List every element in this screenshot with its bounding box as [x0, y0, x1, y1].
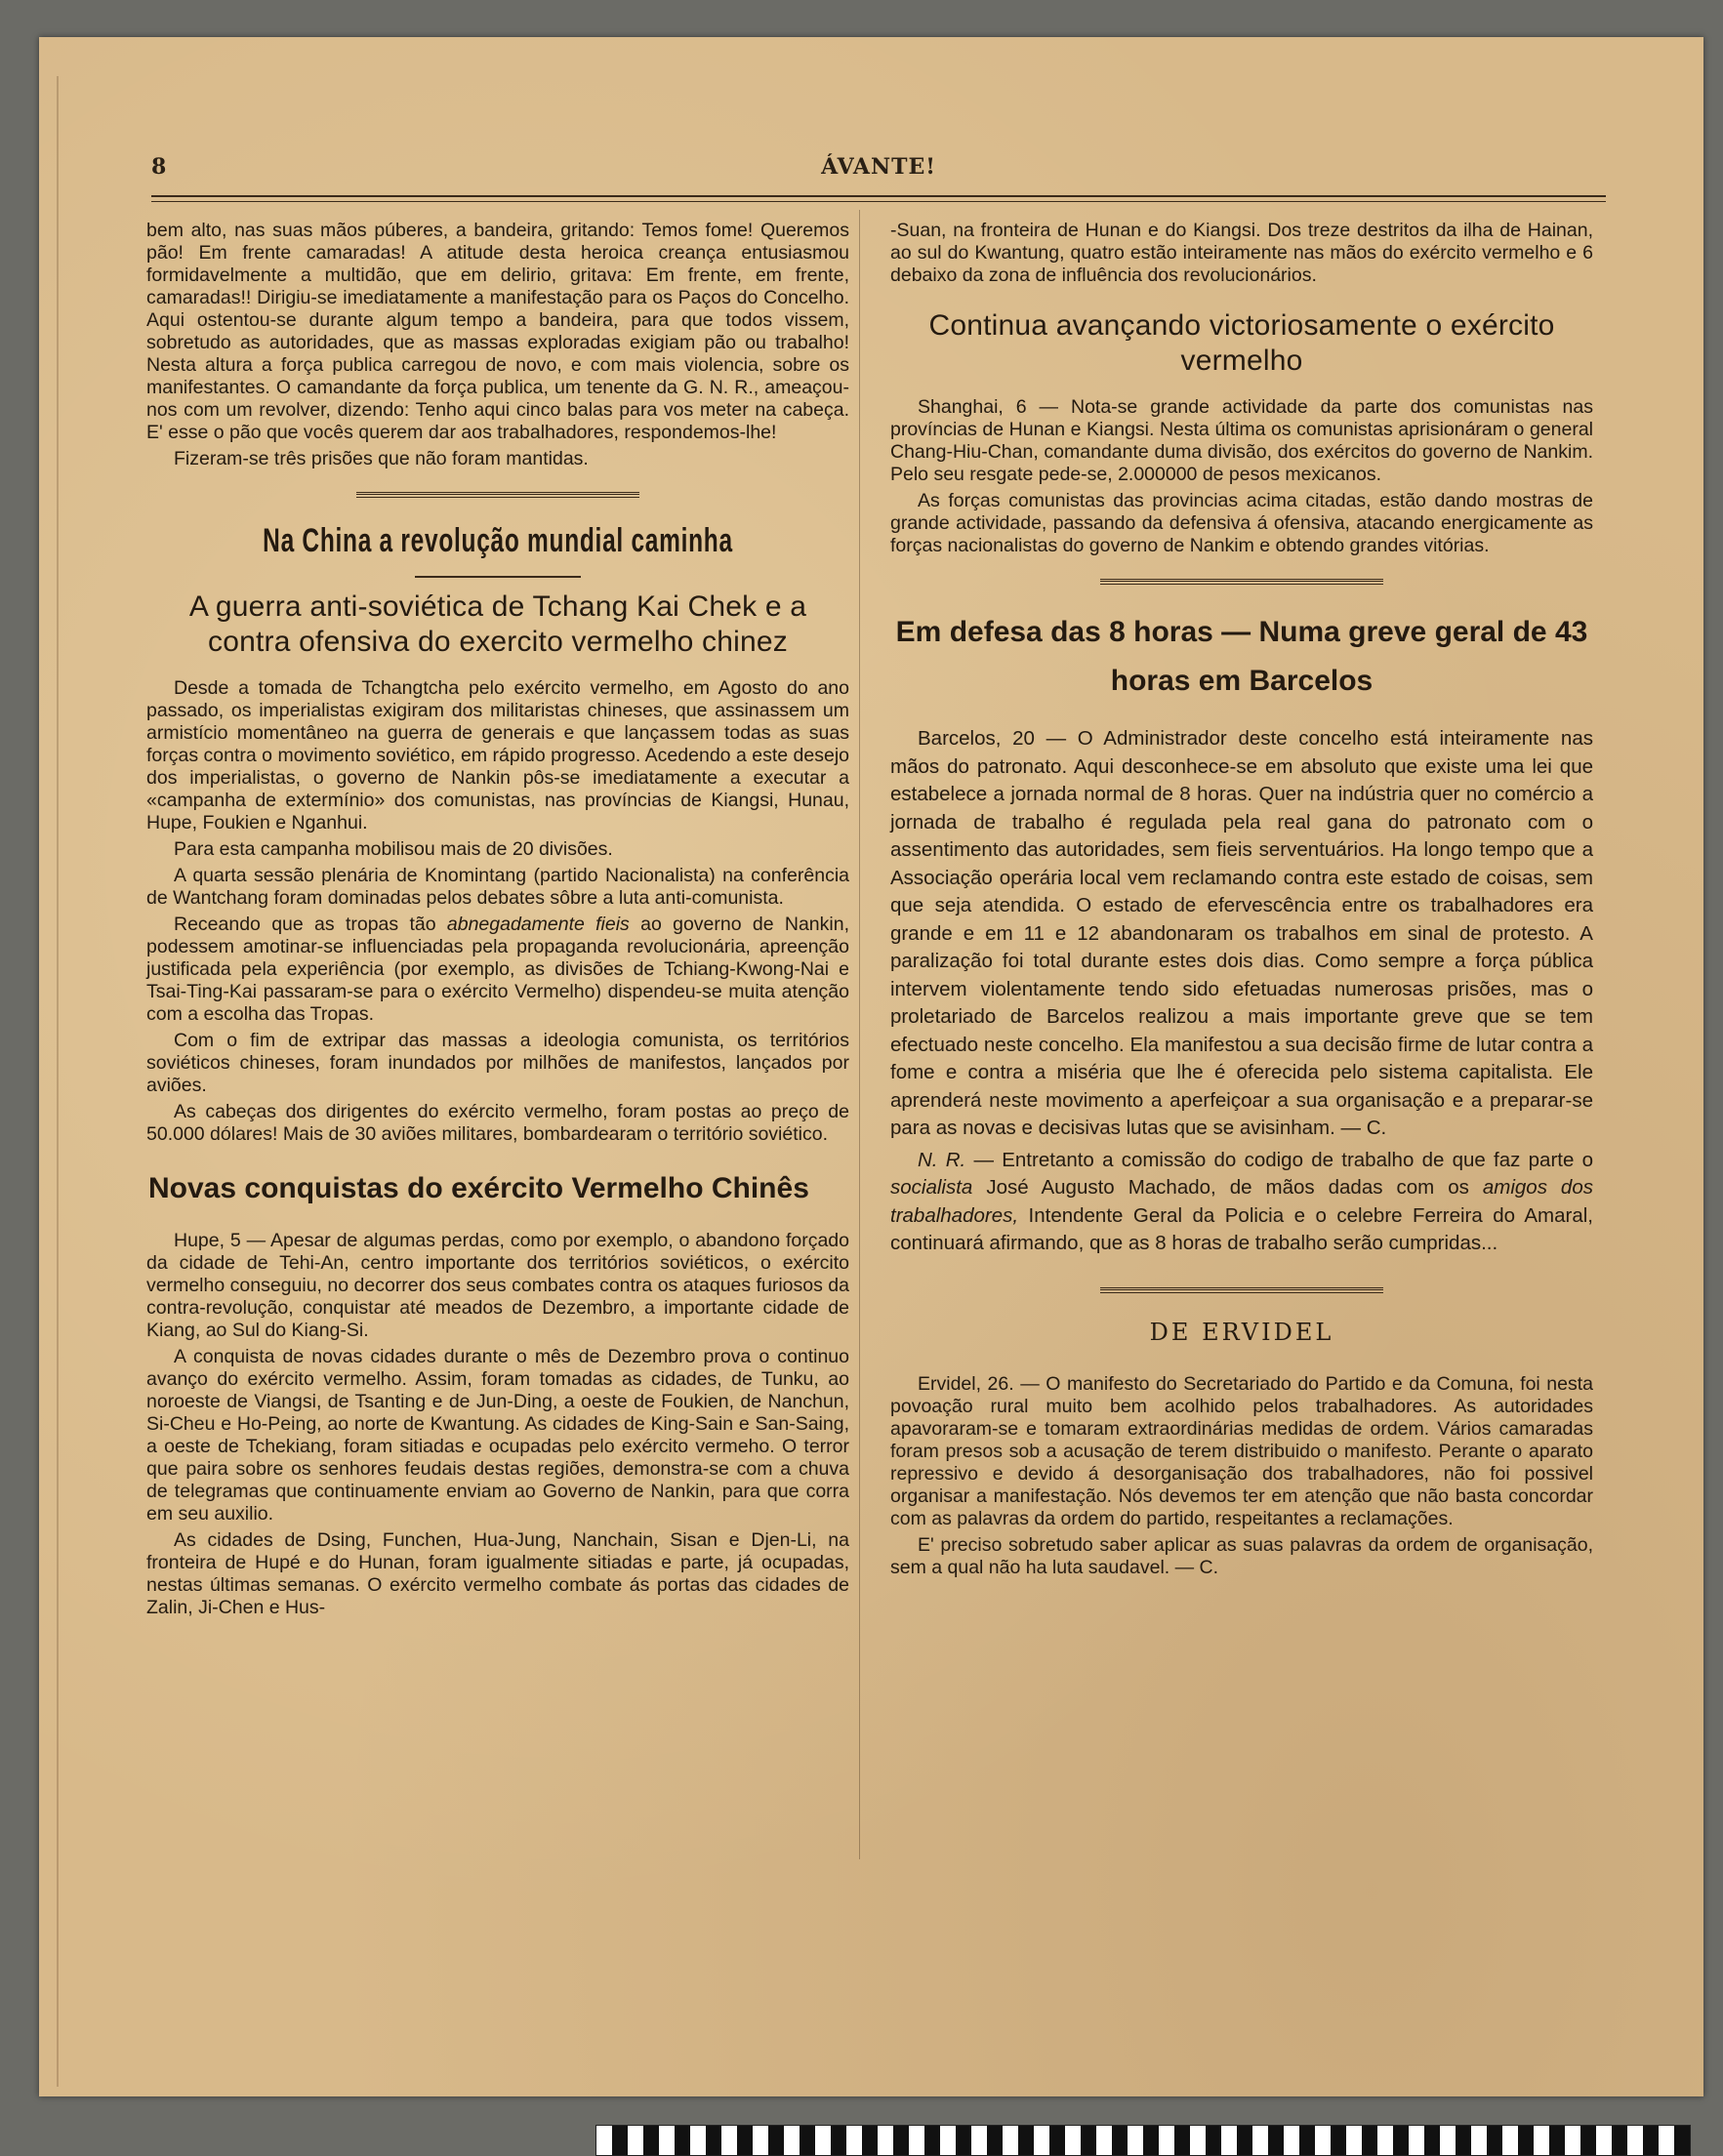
article-paragraph: Para esta campanha mobilisou mais de 20 divisões.: [174, 838, 613, 860]
text-run: Receando que as tropas tão: [174, 914, 436, 935]
article-paragraph: As cidades de Dsing, Funchen, Hua-Jung, Nanchain, Sisan e Djen-Li, na fronteira de Hupé e do Hunan, foram igualmente sitiadas e parte, já ocupadas, nestas últimas semanas. O exército vermelho combate ás portas das cidades de Zalin, Ji-Chen e Hus-: [146, 1529, 849, 1618]
article-paragraph: E' preciso sobretudo saber aplicar as suas palavras da ordem de organisação, sem a qual não ha luta saudavel. — C.: [890, 1533, 1593, 1578]
column-divider: [859, 210, 860, 1859]
article-paragraph: Com o fim de extripar das massas a ideologia comunista, os territórios soviéticos chineses, foram inundados por milhões de manifestos, lançados por aviões.: [146, 1030, 849, 1096]
china-subhead: A guerra anti-soviética de Tchang Kai Chek e a contra ofensiva do exercito vermelho chinez: [188, 590, 807, 658]
article-paragraph: As cabeças dos dirigentes do exército vermelho, foram postas ao preço de 50.000 dólares! Mais de 30 aviões militares, bombardearam o território soviético.: [146, 1101, 849, 1145]
section-divider: [1100, 1287, 1383, 1293]
page-fold: [57, 76, 59, 2087]
article-paragraph: As forças comunistas das provincias acima citadas, estão dando mostras de grande actividade, passando da defensiva á ofensiva, atacando energicamente as forças nacionalistas do governo de Nankim e obtendo grandes vitórias.: [890, 490, 1593, 556]
novas-subhead: Novas conquistas do exército Vermelho Chinês: [148, 1172, 809, 1204]
article-paragraph: -Suan, na fronteira de Hunan e do Kiangsi. Dos treze destritos da ilha de Hainan, ao sul do Kwantung, quatro estão inteiramente nas mãos do exército vermelho e 6 debaixo da zona de influência dos revolucionários.: [890, 220, 1593, 286]
article-paragraph: Ervidel, 26. — O manifesto do Secretariado do Partido e da Comuna, foi nesta povoação rural muito bem acolhido pelos trabalhadores. As autoridades apavoraram-se e tomaram extraordinárias medidas de ordem. Vários camaradas foram presos sob a acusação de terem distribuido o manifesto. Perante o aparato repressivo e devido á desorganisação dos trabalhadores, não foi possivel organisar a manifestação. Nós devemos ter em atenção que não basta concordar com as palavras da ordem do partido, respeitantes a reclamações.: [890, 1372, 1593, 1529]
italic-phrase: amigos dos trabalhadores,: [890, 1176, 1593, 1227]
barcelos-headline-wrap: [890, 608, 1593, 706]
header-rule-thin: [151, 201, 1606, 202]
china-headline-wrap: [146, 519, 849, 562]
ervidel-title: DE ERVIDEL: [1149, 1318, 1334, 1346]
italic-phrase: abnegadamente fieis: [446, 914, 630, 935]
article-paragraph: Barcelos, 20 — O Administrador deste concelho está inteiramente nas mãos do patronato. Aqui desconhece-se em absoluto que existe uma lei que estabelece a jornada normal de 8 horas. Quer na indústria quer no comércio a jornada de trabalho é regulada pela real gana do patronato com o assentimento das autoridades, sem fieis serventuários. Ha longo tempo que a Associação operária local vem reclamando contra este estado de coisas, sem que seja atendida. O estado de efervescência entre os trabalhadores era grande e em 11 e 12 abandonaram os trabalhos em sinal de protesto. A paralização foi total durante estes dois dias. Como sempre a força pública intervem violentamente tendo sido efetuadas numerosas prisões, mas o proletariado de Barcelos realizou a mais importante greve que se tem efectuado neste concelho. Ela manifestou a sua decisão firme de lutar contra a fome e contra a miséria que lhe é oferecida pelo sistema capitalista. Ele aprenderá neste movimento a aperfeiçoar a sua organisação e a preparar-se para as novas e decisivas lutas que se avisinham. — C.: [890, 727, 1593, 1139]
section-divider: [356, 492, 639, 498]
scan-color-bar: [595, 2125, 1691, 2156]
page-header: [151, 148, 1606, 197]
article-paragraph: bem alto, nas suas mãos púberes, a bandeira, gritando: Temos fome! Queremos pão! Em frente camaradas! A atitude desta heroica creança entusiasmou formidavelmente a multidão, que em delirio, gritava: Em frente, em frente, camaradas!! Dirigiu-se imediatamente a manifestação para os Paços do Concelho. Aqui ostentou-se durante algum tempo a bandeira, para que todos vissem, sobretudo as autoridades, que as massas exploradas exigiam pão ou trabalho! Nesta altura a força publica carregou de novo, e com mais violencia, sobre os manifestantes. O camandante da força publica, um tenente da G. N. R., ameaçou-nos com um revolver, dizendo: Tenho aqui cinco balas para vos meter na cabeça. E' esse o pão que vocês querem dar aos trabalhadores, respondemos-lhe!: [146, 220, 849, 443]
continua-subhead: Continua avançando victoriosamente o exército vermelho: [928, 309, 1555, 377]
china-headline: Na China a revolução mundial caminha: [263, 522, 733, 559]
article-paragraph: Fizeram-se três prisões que não foram mantidas.: [174, 448, 589, 469]
masthead: ÁVANTE!: [821, 154, 936, 180]
nr-label: N. R.: [918, 1148, 966, 1171]
text-run: — Entretanto a comissão do codigo de trabalho de que faz parte o: [973, 1148, 1594, 1171]
left-column: [146, 220, 849, 1623]
headline-rule: [415, 576, 581, 578]
article-paragraph: Desde a tomada de Tchangtcha pelo exército vermelho, em Agosto do ano passado, os imperialistas exigiram dos militaristas chineses, que assinassem um armistício momentâneo na guerra de generais e que lançassem todas as suas forças contra o movimento soviético, em rápido progresso. Acedendo a este desejo dos imperialistas, o governo de Nankin pôs-se imediatamente a executar a «campanha de extermínio» dos comunistas, nas províncias de Kiangsi, Hunau, Hupe, Foukien e Nganhui.: [146, 677, 849, 834]
article-paragraph: [890, 1147, 1593, 1258]
right-column: [890, 220, 1593, 1583]
page-number: 8: [151, 154, 167, 180]
article-paragraph: [146, 914, 849, 1026]
article-paragraph: Hupe, 5 — Apesar de algumas perdas, como por exemplo, o abandono forçado da cidade de Tehi-An, centro importante dos territórios soviéticos, o exército vermelho conseguiu, no decorrer dos seus combates contra os ataques furiosos da contra-revolução, conquistar até meados de Dezembro, a importante cidade de Kiang, ao Sul do Kiang-Si.: [146, 1230, 849, 1341]
text-run: ao governo de Nankin, podessem amotinar-se influenciadas pela propaganda revolucionária, apreenção justificada pela experiência (por exemplo, as divisões de Tchiang-Kwong-Nai e Tsai-Ting-Kai passaram-se para o exército Vermelho) dispendeu-se muita atenção com a escolha das Tropas.: [146, 914, 850, 1025]
text-run: Intendente Geral da Policia e o celebre Ferreira do Amaral, continuará afirmando, que as 8 horas de trabalho serão cumpridas...: [890, 1203, 1593, 1254]
section-divider: [1100, 579, 1383, 585]
text-run: José Augusto Machado, de mãos dadas com os: [986, 1176, 1469, 1199]
barcelos-headline: Em defesa das 8 horas — Numa greve geral de 43 horas em Barcelos: [895, 616, 1588, 697]
header-rule: [151, 195, 1606, 197]
article-paragraph: Shanghai, 6 — Nota-se grande actividade da parte dos comunistas nas províncias de Hunan e Kiangsi. Nesta última os comunistas aprisionáram o general Chang-Hiu-Chan, comandante duma divisão, dos exércitos do governo de Nankim. Pelo seu resgate pede-se, 2.000000 de pesos mexicanos.: [890, 396, 1593, 485]
article-paragraph: A conquista de novas cidades durante o mês de Dezembro prova o continuo avanço do exército vermelho. Assim, foram tomadas as cidades, de Tunku, ao noroeste de Viangsi, de Tsanting e de Jun-Ding, a oeste de Foukien, de Nanchun, Si-Cheu e Ho-Peing, ao norte de Kwantung. As cidades de King-Sain e San-Saing, a oeste de Tchekiang, foram sitiadas e ocupadas pelo exército vermeho. O terror que paira sobre os senhores feudais destas regiões, demonstra-se com a chuva de telegramas que continuamente enviam ao Governo de Nankin, para que corra em seu auxilio.: [146, 1346, 849, 1525]
article-paragraph: A quarta sessão plenária de Knomintang (partido Nacionalista) na conferência de Wantchang foram dominadas pelos debates sôbre a luta anti-comunista.: [146, 865, 849, 909]
italic-phrase: socialista: [890, 1176, 973, 1199]
